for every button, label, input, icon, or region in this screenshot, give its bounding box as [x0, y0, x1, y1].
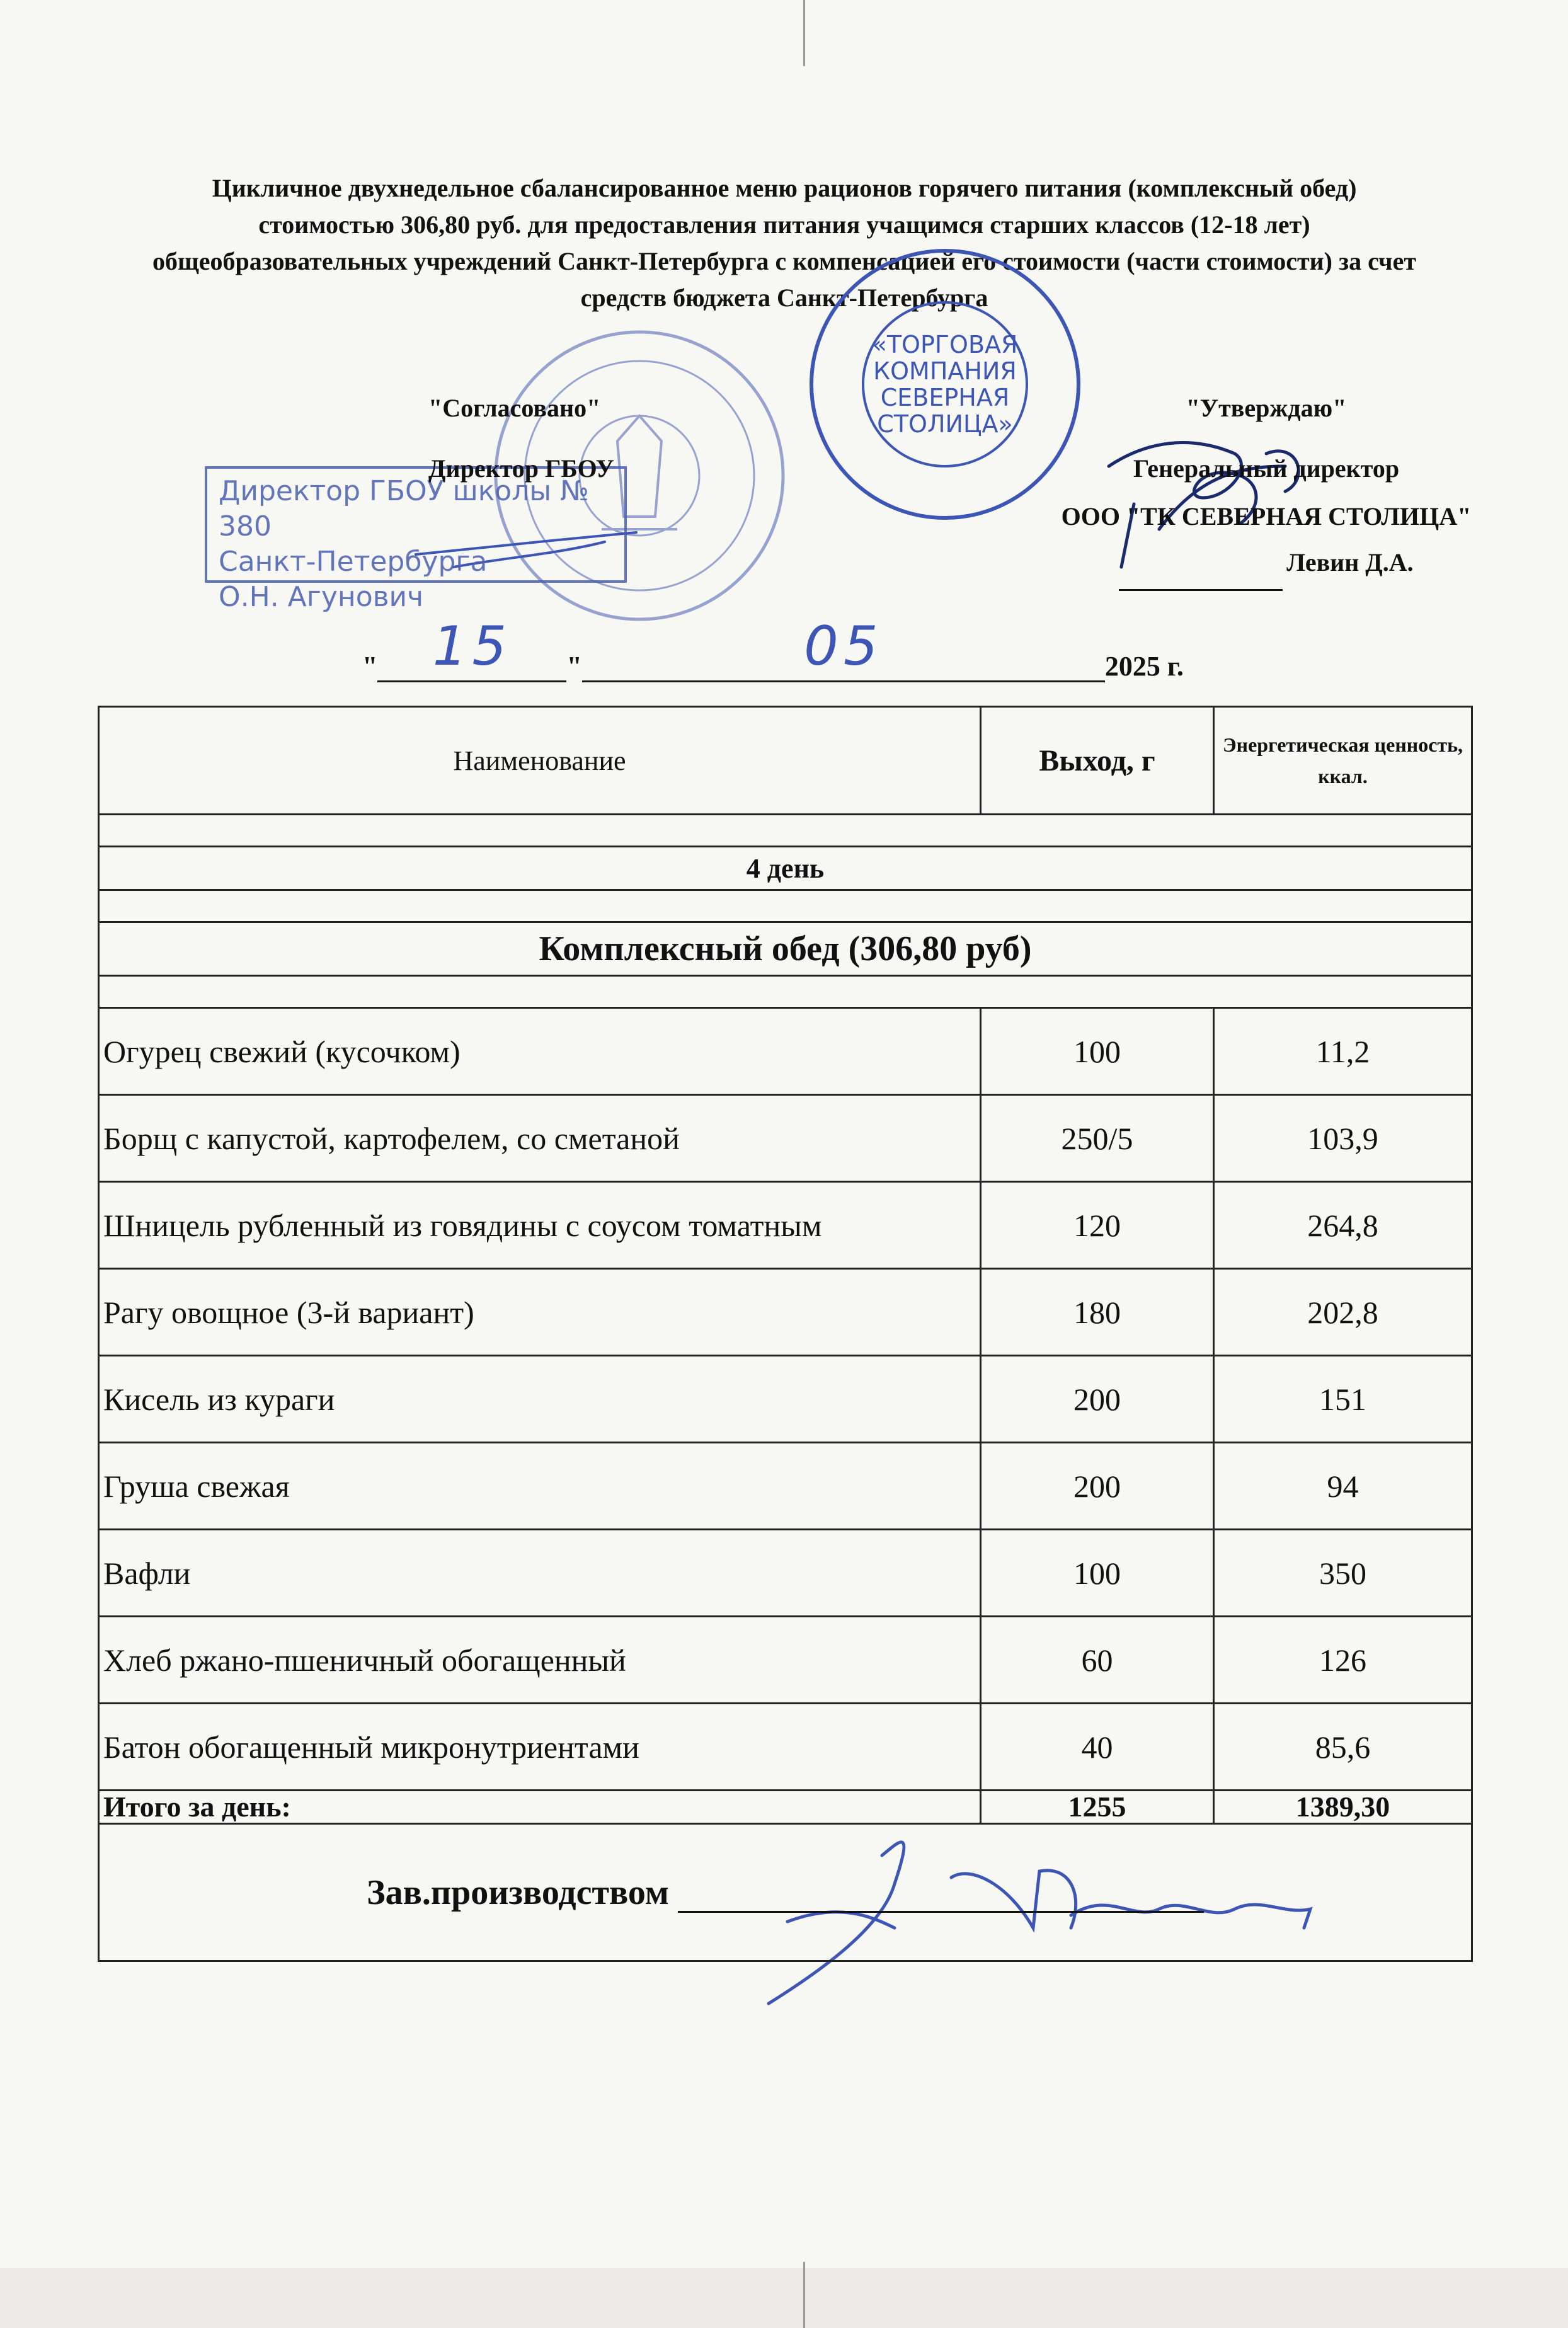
- table-spacer-row: [99, 976, 1472, 1008]
- approval-right-label: "Утверждаю": [1186, 394, 1347, 422]
- dish-yield: 60: [981, 1617, 1214, 1704]
- title-line-3: общеобразовательных учреждений Санкт-Петербурга с компенсацией его стоимости (части стоимости) за счет: [152, 247, 1416, 275]
- dish-yield: 120: [981, 1182, 1214, 1269]
- dish-name: Груша свежая: [99, 1443, 981, 1530]
- stamp-line-2: Санкт-Петербурга: [219, 546, 488, 578]
- dish-yield: 180: [981, 1269, 1214, 1356]
- table-day-row: [99, 847, 1472, 890]
- table-row: [99, 1704, 1472, 1791]
- total-yield: 1255: [981, 1791, 1214, 1824]
- dish-energy: 103,9: [1214, 1095, 1472, 1182]
- dish-name: Огурец свежий (кусочком): [99, 1008, 981, 1095]
- approval-right-company: ООО "ТК СЕВЕРНАЯ СТОЛИЦА": [1061, 502, 1472, 530]
- table-row: [99, 1269, 1472, 1356]
- table-spacer-row: [99, 815, 1472, 847]
- dish-name: Борщ с капустой, картофелем, со сметаной: [99, 1095, 981, 1182]
- table-row: [99, 1356, 1472, 1443]
- dish-yield: 40: [981, 1704, 1214, 1791]
- approval-right-block: [1039, 378, 1493, 591]
- company-stamp-line-3: СЕВЕРНАЯ: [880, 384, 1010, 411]
- dish-yield: 100: [981, 1530, 1214, 1617]
- dish-yield: 100: [981, 1008, 1214, 1095]
- table-set-row: [99, 922, 1472, 976]
- col-header-name: Наименование: [99, 707, 981, 815]
- dish-energy: 350: [1214, 1530, 1472, 1617]
- title-line-2: стоимостью 306,80 руб. для предоставления питания учащимся старших классов (12-18 лет): [258, 210, 1310, 239]
- total-label: Итого за день:: [99, 1791, 981, 1824]
- title-line-4: средств бюджета Санкт-Петербурга: [580, 284, 988, 312]
- title-line-1: Цикличное двухнедельное сбалансированное меню рационов горячего питания (комплексный обед): [212, 174, 1357, 202]
- dish-name: Хлеб ржано-пшеничный обогащенный: [99, 1617, 981, 1704]
- dish-energy: 264,8: [1214, 1182, 1472, 1269]
- company-stamp-line-1: «ТОРГОВАЯ: [872, 331, 1018, 358]
- dish-energy: 94: [1214, 1443, 1472, 1530]
- approval-right-position: Генеральный директор: [1133, 454, 1400, 483]
- date-year: 2025 г.: [1104, 651, 1184, 682]
- set-label: Комплексный обед (306,80 руб): [99, 922, 1472, 976]
- day-label: 4 день: [99, 847, 1472, 890]
- table-row: [99, 1617, 1472, 1704]
- date-day: 15: [432, 615, 512, 678]
- date-quote-open: ": [362, 651, 378, 682]
- dish-name: Вафли: [99, 1530, 981, 1617]
- company-stamp-line-4: СТОЛИЦА»: [877, 410, 1013, 438]
- stamp-line-3: О.Н. Агунович: [219, 581, 424, 613]
- dish-energy: 202,8: [1214, 1269, 1472, 1356]
- approval-left-label: "Согласовано": [428, 394, 601, 422]
- company-stamp-line-2: КОМПАНИЯ: [873, 357, 1017, 385]
- dish-yield: 250/5: [981, 1095, 1214, 1182]
- dish-name: Кисель из кураги: [99, 1356, 981, 1443]
- dish-energy: 151: [1214, 1356, 1472, 1443]
- total-energy: 1389,30: [1214, 1791, 1472, 1824]
- col-header-energy: Энергетическая ценность, ккал.: [1214, 707, 1472, 815]
- approval-right-name-row: [1039, 534, 1493, 591]
- menu-table: [98, 706, 1473, 1962]
- dish-name: Рагу овощное (3-й вариант): [99, 1269, 981, 1356]
- approval-right-name: Левин Д.А.: [1286, 548, 1414, 576]
- dish-energy: 126: [1214, 1617, 1472, 1704]
- table-total-row: [99, 1791, 1472, 1824]
- stamp-line-1: Директор ГБОУ школы № 380: [219, 475, 589, 542]
- dish-yield: 200: [981, 1356, 1214, 1443]
- table-row: [99, 1182, 1472, 1269]
- director-signature-line: [1119, 564, 1283, 591]
- dish-energy: 11,2: [1214, 1008, 1472, 1095]
- approval-left-block: [428, 378, 614, 499]
- date-month-blank: [582, 615, 1105, 682]
- table-row: [99, 1095, 1472, 1182]
- table-row: [99, 1008, 1472, 1095]
- table-row: [99, 1443, 1472, 1530]
- manager-sign-label: Зав.производством: [367, 1872, 669, 1912]
- date-month: 05: [804, 615, 883, 678]
- table-header-row: [99, 707, 1472, 815]
- col-header-yield: Выход, г: [981, 707, 1214, 815]
- dish-name: Шницель рубленный из говядины с соусом томатным: [99, 1182, 981, 1269]
- date-quote-close: ": [566, 651, 582, 682]
- table-spacer-row: [99, 890, 1472, 922]
- manager-sign-line: [678, 1879, 1204, 1913]
- dish-name: Батон обогащенный микронутриентами: [99, 1704, 981, 1791]
- approval-date: [362, 615, 1184, 682]
- approval-left-position: Директор ГБОУ: [428, 454, 614, 483]
- dish-yield: 200: [981, 1443, 1214, 1530]
- table-row: [99, 1530, 1472, 1617]
- dish-energy: 85,6: [1214, 1704, 1472, 1791]
- table-sign-row: [99, 1824, 1472, 1961]
- manager-sign-cell: [99, 1824, 1472, 1961]
- date-day-blank: [377, 615, 566, 682]
